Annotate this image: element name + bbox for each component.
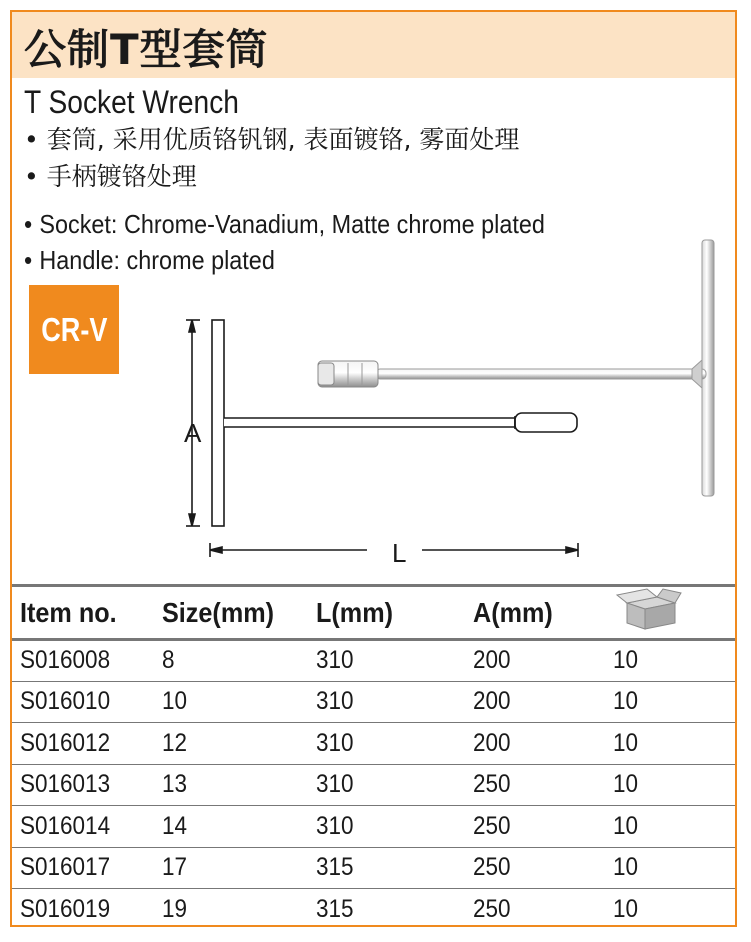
cell-value: 250 — [473, 853, 511, 882]
item-no-cell — [12, 847, 154, 889]
cell-value: 10 — [613, 687, 639, 716]
line-drawing — [186, 320, 578, 557]
page-title-en: T Socket Wrench — [24, 84, 239, 120]
col-header-item-no — [12, 586, 154, 640]
dimension-a-label: A — [184, 418, 202, 448]
col-header-label: A(mm) — [473, 596, 553, 628]
cell-value: S016010 — [20, 687, 111, 716]
feature-list-cn — [24, 122, 519, 196]
cell-value: 13 — [162, 770, 188, 799]
size-cell — [154, 681, 308, 723]
item-no-cell — [12, 640, 154, 682]
cell-value: S016013 — [20, 770, 111, 799]
carton-box-icon — [613, 587, 683, 631]
l-cell — [308, 806, 465, 848]
col-header-label: Item no. — [20, 596, 117, 628]
cell-value: 310 — [316, 770, 354, 799]
col-header-label: Size(mm) — [162, 596, 275, 628]
cell-value: 310 — [316, 728, 354, 757]
a-cell — [465, 723, 605, 765]
table-row — [12, 889, 735, 928]
table-row — [12, 847, 735, 889]
size-cell — [154, 847, 308, 889]
cell-value: 10 — [613, 853, 639, 882]
cell-value: 315 — [316, 853, 354, 882]
cell-value: 10 — [613, 646, 639, 675]
feature-item: • 手柄镀铬处理 — [24, 159, 519, 196]
item-no-cell — [12, 723, 154, 765]
cell-value: 12 — [162, 728, 188, 757]
a-cell — [465, 764, 605, 806]
l-cell — [308, 723, 465, 765]
qty-cell — [605, 847, 735, 889]
col-header-label: L(mm) — [316, 596, 393, 628]
cell-value: 10 — [613, 895, 639, 923]
col-header-size — [154, 586, 308, 640]
feature-item: • Handle: chrome plated — [24, 242, 545, 278]
size-cell — [154, 764, 308, 806]
size-cell — [154, 723, 308, 765]
cell-value: 310 — [316, 687, 354, 716]
page-title-cn: 公制T型套筒 — [24, 25, 269, 74]
spec-table — [12, 584, 735, 927]
cell-value: 250 — [473, 811, 511, 840]
table-row — [12, 640, 735, 682]
cell-value: 310 — [316, 646, 354, 675]
a-cell — [465, 681, 605, 723]
cell-value: S016014 — [20, 811, 111, 840]
cell-value: 250 — [473, 770, 511, 799]
l-cell — [308, 847, 465, 889]
l-cell — [308, 764, 465, 806]
cell-value: 17 — [162, 853, 188, 882]
qty-cell — [605, 723, 735, 765]
table-row — [12, 681, 735, 723]
cell-value: 10 — [613, 728, 639, 757]
col-header-qty — [605, 586, 735, 640]
feature-item: • Socket: Chrome-Vanadium, Matte chrome plated — [24, 206, 545, 242]
table-row — [12, 806, 735, 848]
item-no-cell — [12, 889, 154, 928]
cell-value: 250 — [473, 895, 511, 923]
qty-cell — [605, 889, 735, 928]
l-cell — [308, 889, 465, 928]
size-cell — [154, 806, 308, 848]
qty-cell — [605, 806, 735, 848]
feature-item: • 套筒, 采用优质铬钒钢, 表面镀铬, 雾面处理 — [24, 122, 519, 159]
wrench-diagram — [12, 232, 737, 582]
table-row — [12, 723, 735, 765]
crv-badge-label: CR-V — [40, 311, 108, 348]
item-no-cell — [12, 681, 154, 723]
cell-value: 14 — [162, 811, 188, 840]
a-cell — [465, 889, 605, 928]
a-cell — [465, 847, 605, 889]
cell-value: 10 — [162, 687, 188, 716]
cell-value: 315 — [316, 895, 354, 923]
size-cell — [154, 889, 308, 928]
a-cell — [465, 806, 605, 848]
table-body — [12, 640, 735, 928]
a-cell — [465, 640, 605, 682]
cell-value: 10 — [613, 770, 639, 799]
qty-cell — [605, 640, 735, 682]
qty-cell — [605, 681, 735, 723]
qty-cell — [605, 764, 735, 806]
item-no-cell — [12, 764, 154, 806]
l-cell — [308, 640, 465, 682]
cell-value: 8 — [162, 646, 175, 675]
wrench-photo — [318, 240, 714, 496]
cell-value: 10 — [613, 811, 639, 840]
product-card — [10, 10, 737, 927]
cell-value: 310 — [316, 811, 354, 840]
cell-value: S016012 — [20, 728, 111, 757]
col-header-l — [308, 586, 465, 640]
spec-table-wrap — [12, 584, 735, 927]
dimension-l-label: L — [392, 538, 407, 568]
col-header-a — [465, 586, 605, 640]
cell-value: S016019 — [20, 895, 111, 923]
cell-value: 200 — [473, 646, 511, 675]
cell-value: 19 — [162, 895, 188, 923]
cell-value: 200 — [473, 728, 511, 757]
title-bar — [12, 12, 735, 78]
l-cell — [308, 681, 465, 723]
cell-value: S016017 — [20, 853, 111, 882]
item-no-cell — [12, 806, 154, 848]
size-cell — [154, 640, 308, 682]
cell-value: S016008 — [20, 646, 111, 675]
table-header-row — [12, 586, 735, 640]
table-row — [12, 764, 735, 806]
cell-value: 200 — [473, 687, 511, 716]
